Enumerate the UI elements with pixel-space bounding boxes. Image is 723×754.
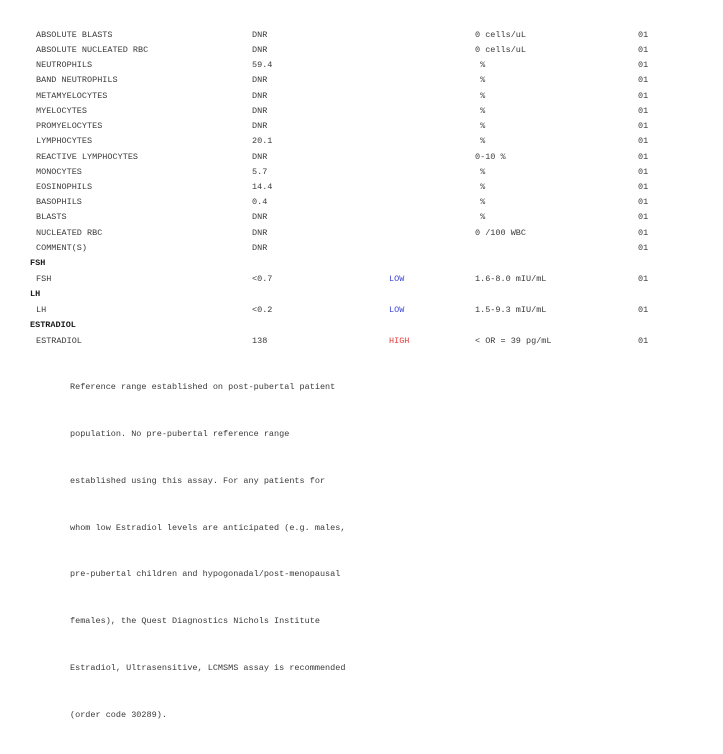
comment-line: established using this assay. For any patients for (70, 475, 326, 486)
result-row-eosinophils (0, 180, 723, 195)
reference-range: % (475, 197, 486, 207)
lab-code: 01 (638, 91, 649, 101)
test-name: MONOCYTES (36, 167, 82, 177)
result-row-estradiol (0, 334, 723, 349)
test-value: DNR (252, 121, 268, 131)
result-row-comments (0, 241, 723, 256)
reference-range: < OR = 39 pg/mL (475, 336, 552, 346)
test-name: NUCLEATED RBC (36, 228, 103, 238)
test-value: DNR (252, 212, 268, 222)
test-value: 0.4 (252, 197, 268, 207)
lab-code: 01 (638, 336, 649, 346)
lab-code: 01 (638, 182, 649, 192)
test-name: ABSOLUTE BLASTS (36, 30, 113, 40)
reference-range: 0-10 % (475, 152, 506, 162)
comment-line: whom low Estradiol levels are anticipated (e.g. males, (70, 522, 346, 533)
comment-line: Estradiol, Ultrasensitive, LCMSMS assay is recommended (70, 662, 346, 673)
test-name: LYMPHOCYTES (36, 136, 93, 146)
test-value: 14.4 (252, 182, 273, 192)
test-value: 59.4 (252, 60, 273, 70)
test-value: DNR (252, 75, 268, 85)
test-name: BAND NEUTROPHILS (36, 75, 118, 85)
test-name: REACTIVE LYMPHOCYTES (36, 152, 139, 162)
result-row-myelocytes (0, 104, 723, 119)
comment-line: (order code 30289). (70, 709, 167, 720)
lab-code: 01 (638, 197, 649, 207)
test-name: LH (36, 305, 47, 315)
result-row-reactive-lymphocytes (0, 150, 723, 165)
reference-range: 0 cells/uL (475, 30, 527, 40)
lab-code: 01 (638, 167, 649, 177)
test-value: 5.7 (252, 167, 268, 177)
section-heading-estradiol: ESTRADIOL (30, 320, 76, 330)
lab-code: 01 (638, 243, 649, 253)
reference-range: % (475, 182, 486, 192)
test-name: NEUTROPHILS (36, 60, 93, 70)
test-value: DNR (252, 30, 268, 40)
lab-code: 01 (638, 274, 649, 284)
test-value: <0.7 (252, 274, 273, 284)
test-value: DNR (252, 152, 268, 162)
lab-code: 01 (638, 212, 649, 222)
test-value: DNR (252, 106, 268, 116)
comment-line: Reference range established on post-pubertal patient (70, 382, 336, 393)
test-value: DNR (252, 45, 268, 55)
result-row-fsh (0, 272, 723, 287)
test-name: METAMYELOCYTES (36, 91, 108, 101)
reference-range: % (475, 121, 486, 131)
test-value: 20.1 (252, 136, 273, 146)
reference-range: % (475, 136, 486, 146)
test-name: ABSOLUTE NUCLEATED RBC (36, 45, 149, 55)
lab-code: 01 (638, 228, 649, 238)
reference-range: 0 cells/uL (475, 45, 527, 55)
result-row-neutrophils (0, 58, 723, 73)
comment-line: population. No pre-pubertal reference range (70, 428, 290, 439)
result-row-band-neutrophils (0, 73, 723, 88)
result-row-nucleated-rbc (0, 226, 723, 241)
lab-code: 01 (638, 136, 649, 146)
result-row-absolute-nucleated-rbc (0, 43, 723, 58)
test-name: EOSINOPHILS (36, 182, 93, 192)
high-flag: HIGH (389, 336, 410, 346)
lab-code: 01 (638, 305, 649, 315)
comment-line: females), the Quest Diagnostics Nichols Institute (70, 616, 320, 627)
reference-range: % (475, 75, 486, 85)
lab-code: 01 (638, 121, 649, 131)
reference-range: % (475, 91, 486, 101)
lab-code: 01 (638, 152, 649, 162)
test-name: BLASTS (36, 212, 67, 222)
result-row-lymphocytes (0, 134, 723, 149)
section-heading-fsh: FSH (30, 258, 46, 268)
result-row-basophils (0, 195, 723, 210)
test-value: <0.2 (252, 305, 273, 315)
test-value: DNR (252, 243, 268, 253)
test-name: FSH (36, 274, 52, 284)
test-name: PROMYELOCYTES (36, 121, 103, 131)
result-row-blasts (0, 210, 723, 225)
low-flag: LOW (389, 274, 405, 284)
low-flag: LOW (389, 305, 405, 315)
reference-range: % (475, 60, 486, 70)
lab-code: 01 (638, 75, 649, 85)
test-name: BASOPHILS (36, 197, 82, 207)
lab-code: 01 (638, 45, 649, 55)
result-row-absolute-blasts (0, 28, 723, 43)
reference-range: % (475, 167, 486, 177)
reference-range: 1.5-9.3 mIU/mL (475, 305, 547, 315)
reference-range: % (475, 212, 486, 222)
test-value: 138 (252, 336, 268, 346)
result-row-metamyelocytes (0, 89, 723, 104)
result-row-monocytes (0, 165, 723, 180)
section-heading-lh: LH (30, 289, 41, 299)
test-value: DNR (252, 91, 268, 101)
estradiol-comment (70, 349, 450, 754)
reference-range: % (475, 106, 486, 116)
lab-code: 01 (638, 30, 649, 40)
reference-range: 1.6-8.0 mIU/mL (475, 274, 547, 284)
result-row-lh (0, 303, 723, 318)
test-value: DNR (252, 228, 268, 238)
comment-line: pre-pubertal children and hypogonadal/post-menopausal (70, 569, 341, 580)
reference-range: 0 /100 WBC (475, 228, 527, 238)
test-name: COMMENT(S) (36, 243, 88, 253)
lab-code: 01 (638, 60, 649, 70)
result-row-promyelocytes (0, 119, 723, 134)
test-name: MYELOCYTES (36, 106, 88, 116)
test-name: ESTRADIOL (36, 336, 82, 346)
lab-code: 01 (638, 106, 649, 116)
